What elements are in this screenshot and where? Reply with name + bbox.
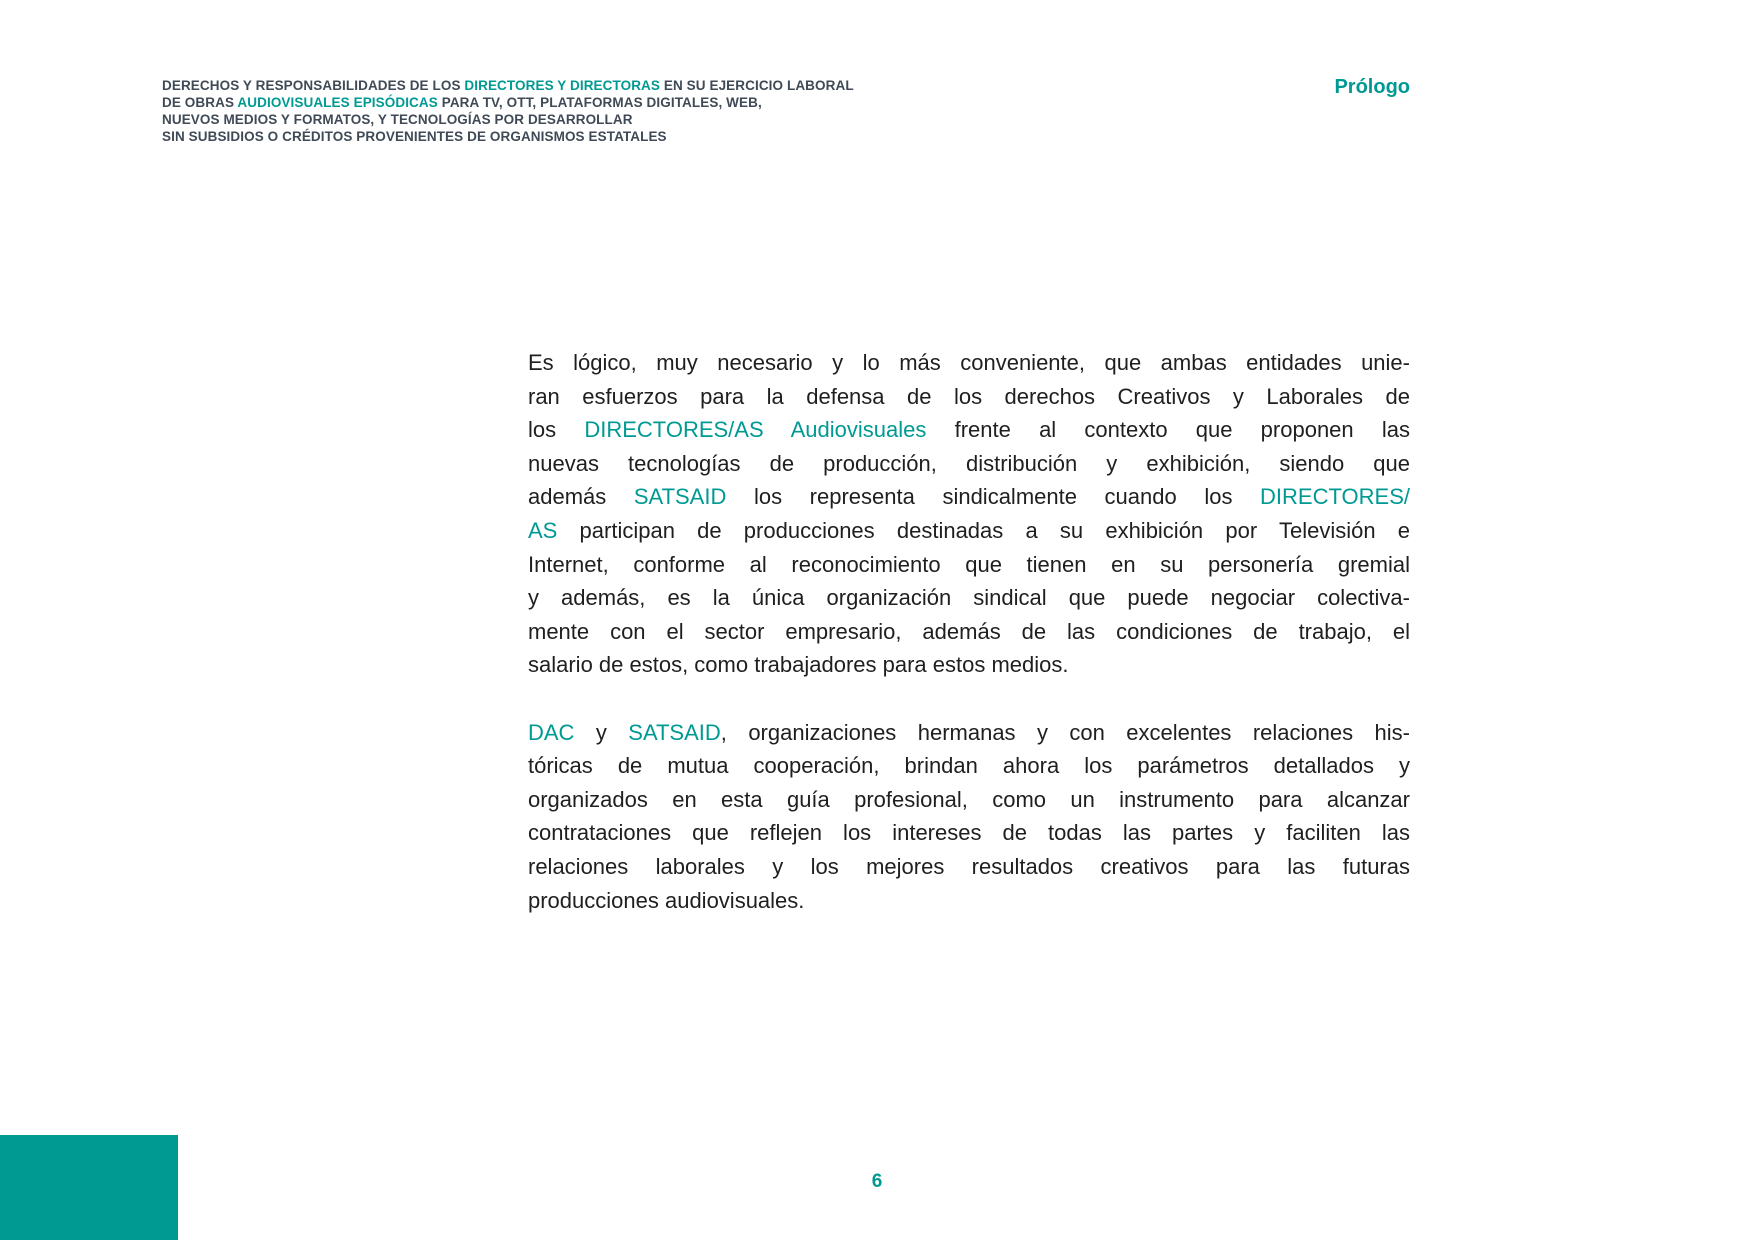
text-line [528, 480, 1410, 514]
text-segment: EN SU EJERCICIO LABORAL [660, 78, 854, 93]
text-line [528, 380, 1410, 414]
text-line [528, 581, 1410, 615]
text-segment: salario de estos, como trabajadores para estos medios. [528, 652, 1069, 678]
text-segment: además [528, 484, 634, 510]
accent-text-segment: DIRECTORES Y DIRECTORAS [464, 78, 660, 93]
page-number: 6 [871, 1171, 883, 1192]
text-segment: frente al contexto que proponen las [926, 417, 1410, 443]
text-segment: , organizaciones hermanas y con excelentes relaciones his- [720, 719, 1410, 745]
text-segment: organizados en esta guía profesional, como un instrumento para alcanzar [528, 786, 1410, 812]
text-segment: ran esfuerzos para la defensa de los derechos Creativos y Laborales de [528, 383, 1410, 409]
text-line [528, 783, 1410, 817]
text-line [528, 615, 1410, 649]
text-segment: PARA TV, OTT, PLATAFORMAS DIGITALES, WEB, [437, 95, 762, 110]
text-segment: participan de producciones destinadas a su exhibición por Televisión e [557, 517, 1410, 543]
text-line [528, 716, 1410, 750]
text-segment: Internet, conforme al reconocimiento que tienen en su personería gremial [528, 551, 1410, 577]
text-segment: y [574, 719, 629, 745]
text-segment: producciones audiovisuales. [528, 887, 805, 913]
text-line [528, 413, 1410, 447]
text-segment: los [528, 417, 585, 443]
header-line [162, 111, 854, 128]
accent-text-segment: SATSAID [633, 484, 727, 510]
header-line [162, 94, 854, 111]
paragraph [528, 346, 1410, 682]
text-segment: Es lógico, muy necesario y lo más conveniente, que ambas entidades unie- [528, 350, 1410, 375]
text-segment: y además, es la única organización sindical que puede negociar colectiva- [528, 585, 1410, 611]
text-line [528, 346, 1410, 380]
header-line [162, 77, 854, 94]
text-segment: contrataciones que reflejen los intereses de todas las partes y faciliten las [528, 820, 1410, 846]
accent-text-segment: SATSAID [628, 719, 721, 745]
accent-text-segment: AUDIOVISUALES EPISÓDICAS [237, 95, 438, 110]
text-segment: los representa sindicalmente cuando los [726, 484, 1261, 510]
text-line [528, 548, 1410, 582]
text-line [528, 884, 1410, 918]
corner-accent-rectangle [0, 1135, 178, 1240]
text-segment: nuevas tecnologías de producción, distribución y exhibición, siendo que [528, 450, 1410, 476]
accent-text-segment: DIRECTORES/ [1260, 484, 1410, 510]
text-line [528, 749, 1410, 783]
section-label: Prólogo [1334, 76, 1410, 98]
text-line [528, 816, 1410, 850]
accent-text-segment: DIRECTORES/AS Audiovisuales [584, 417, 927, 443]
body-text [528, 346, 1410, 917]
paragraph [528, 716, 1410, 918]
accent-text-segment: DAC [528, 719, 575, 745]
text-segment: NUEVOS MEDIOS Y FORMATOS, Y TECNOLOGÍAS POR DESARROLLAR [162, 112, 633, 127]
document-title-header [162, 77, 854, 145]
header-line [162, 128, 854, 145]
text-segment: tóricas de mutua cooperación, brindan ahora los parámetros detallados y [528, 753, 1410, 779]
accent-text-segment: AS [528, 517, 558, 543]
text-segment: relaciones laborales y los mejores resultados creativos para las futuras [528, 853, 1410, 879]
text-line [528, 447, 1410, 481]
text-line [528, 514, 1410, 548]
text-line [528, 850, 1410, 884]
text-segment: DERECHOS Y RESPONSABILIDADES DE LOS [162, 78, 465, 93]
text-segment: DE OBRAS [162, 95, 238, 110]
text-segment: SIN SUBSIDIOS O CRÉDITOS PROVENIENTES DE ORGANISMOS ESTATALES [162, 129, 667, 144]
text-line [528, 648, 1410, 682]
text-segment: mente con el sector empresario, además de las condiciones de trabajo, el [528, 618, 1410, 644]
